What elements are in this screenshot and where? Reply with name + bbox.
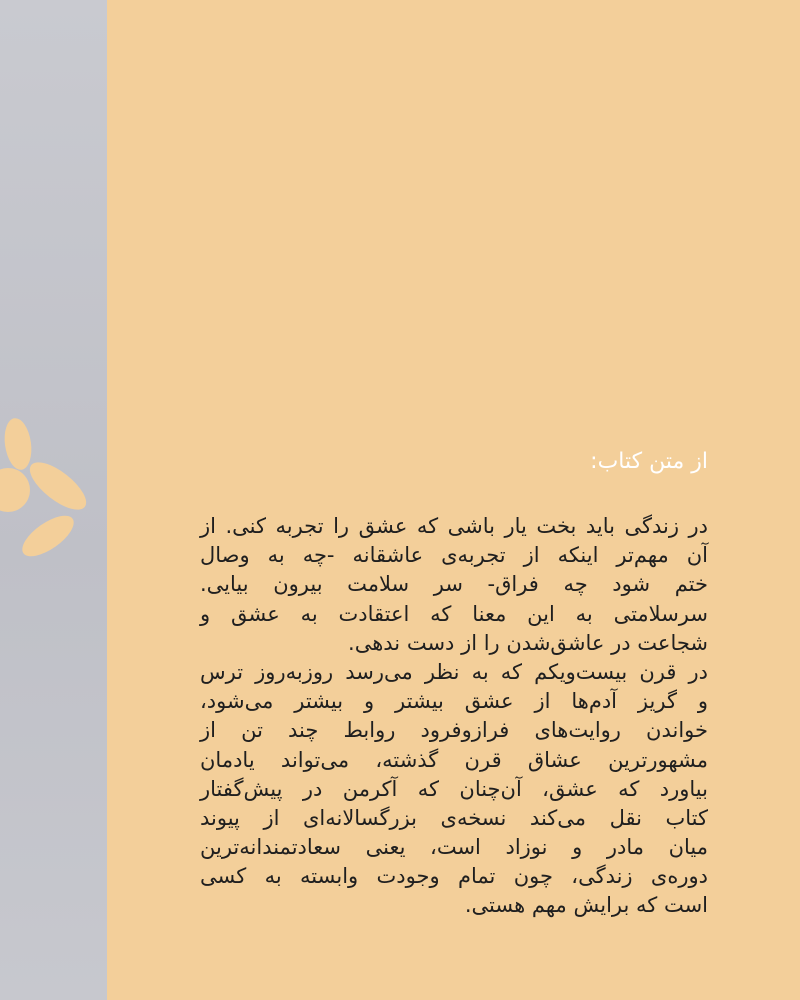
text-line: است که برایش مهم هستی. — [464, 893, 708, 918]
text-line: میان مادر و نوزاد است، یعنی سعادتمندانه‌ترین — [200, 835, 708, 860]
text-line: و گریز آدم‌ها از عشق بیشتر و بیشتر می‌شود، — [200, 689, 708, 714]
text-line: سرسلامتی به این معنا که اعتقادت به عشق و — [200, 601, 708, 626]
text-line: در قرن بیست‌ویکم که به نظر می‌رسد روزبه‌روز ترس — [200, 659, 708, 684]
text-line: شجاعت در عاشق‌شدن را از دست ندهی. — [348, 630, 708, 655]
excerpt-heading: از متن کتاب: — [590, 449, 708, 474]
text-line: بیاورد که عشق، آن‌چنان که آکرمن در پیش‌گفتار — [200, 776, 708, 801]
text-line: مشهورترین عشاق قرن گذشته، می‌تواند یادمان — [200, 747, 708, 772]
book-excerpt — [200, 0, 708, 1000]
text-line: دوره‌ی زندگی، چون تمام وجودت وابسته به کسی — [200, 864, 708, 889]
side-strip — [0, 0, 107, 1000]
flower-petals-icon — [0, 408, 107, 568]
text-line: ختم شود چه فراق- سر سلامت بیرون بیایی. — [200, 572, 708, 597]
excerpt-body — [200, 512, 708, 921]
text-line: کتاب نقل می‌کند نسخه‌ی بزرگسالانه‌ای از پیوند — [200, 805, 708, 830]
text-line: خواندن روایت‌های فرازوفرود روابط چند تن از — [200, 718, 708, 743]
text-line: در زندگی باید بخت یار باشی که عشق را تجربه کنی. از — [200, 514, 708, 538]
text-line: آن مهم‌تر اینکه از تجربه‌ی عاشقانه -چه به وصال — [200, 543, 708, 568]
